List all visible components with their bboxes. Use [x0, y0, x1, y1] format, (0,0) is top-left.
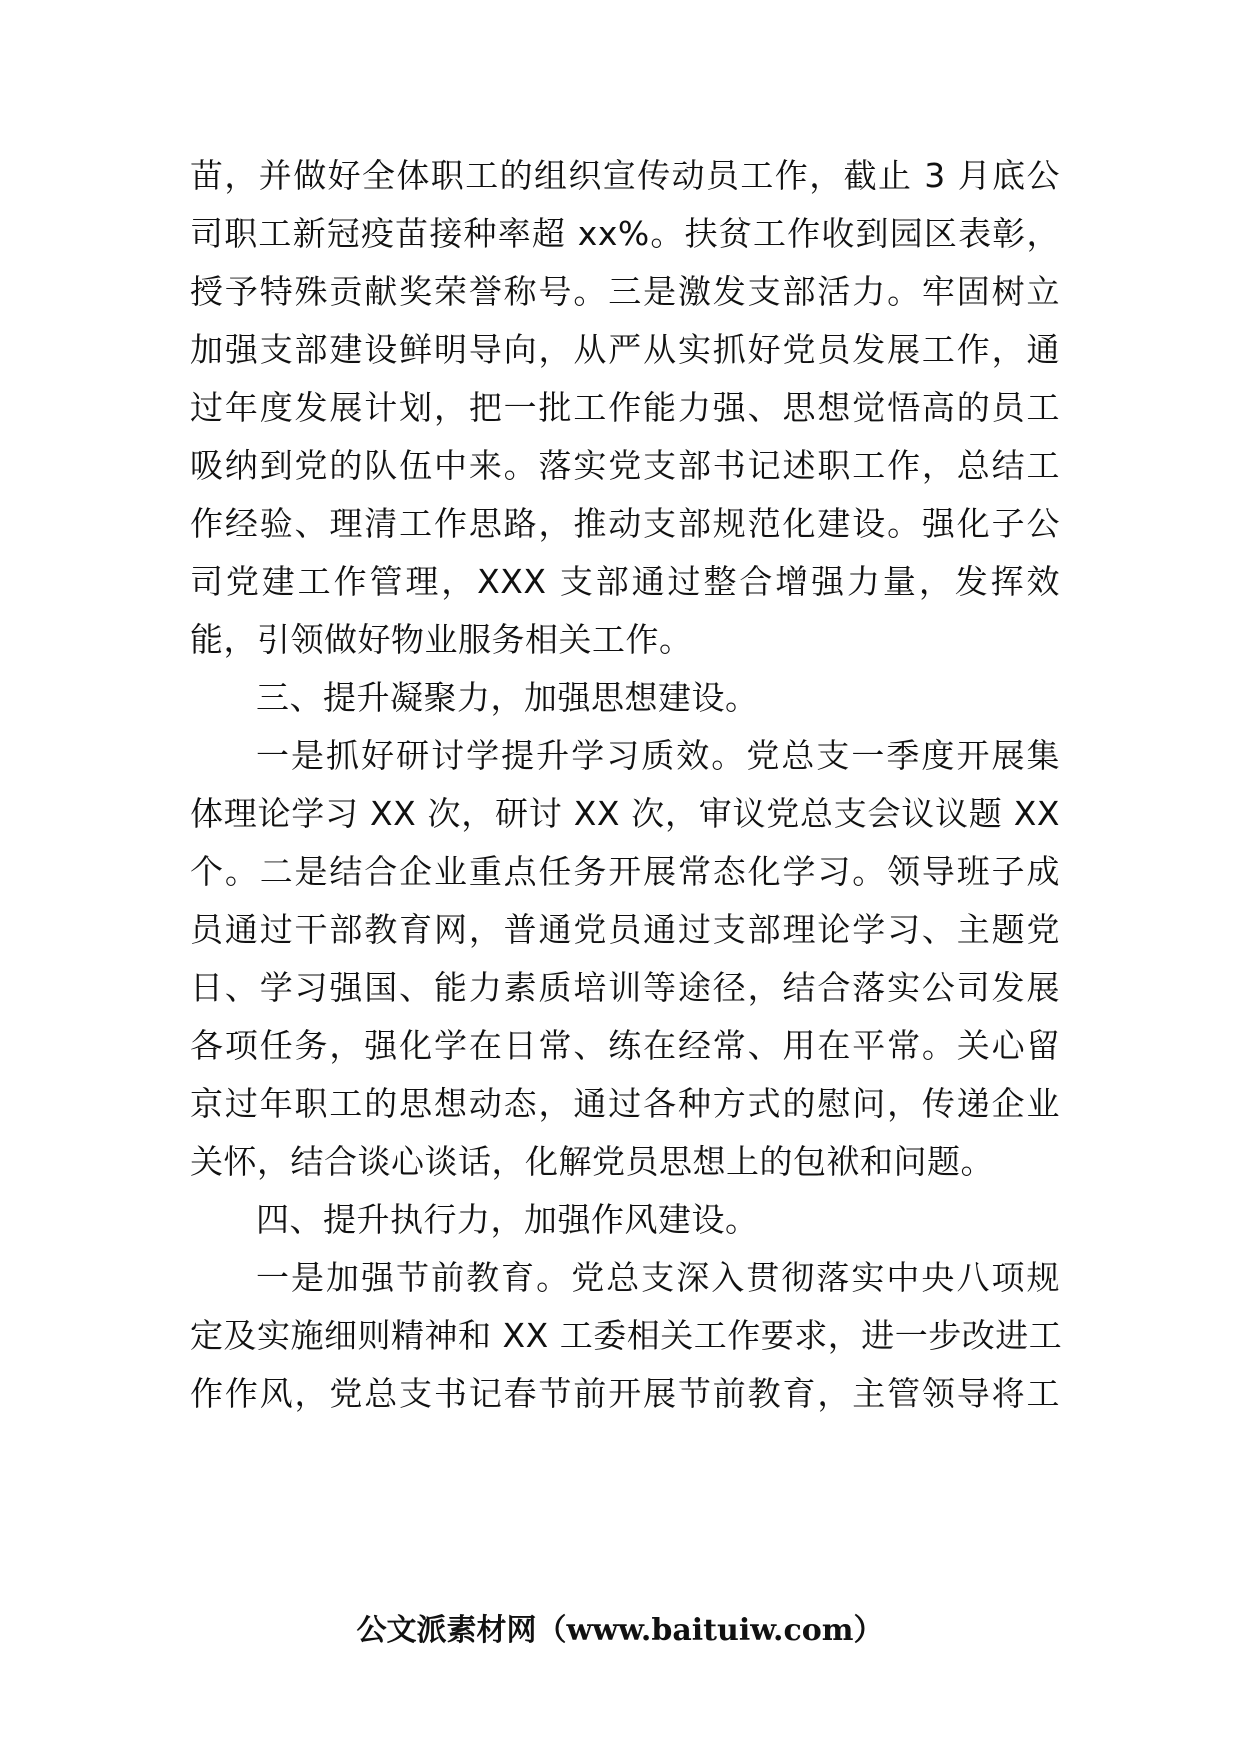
body-line: 各项任务，强化学在日常、练在经常、用在平常。关心留: [190, 1026, 1060, 1065]
body-line: 作经验、理清工作思路，推动支部规范化建设。强化子公: [190, 504, 1060, 543]
body-line: 日、学习强国、能力素质培训等途径，结合落实公司发展: [190, 968, 1060, 1007]
body-line: 员通过干部教育网，普通党员通过支部理论学习、主题党: [190, 910, 1060, 949]
paragraph-first-line: 一是加强节前教育。党总支深入贯彻落实中央八项规: [256, 1258, 1060, 1297]
body-line: 作作风，党总支书记春节前开展节前教育，主管领导将工: [190, 1374, 1060, 1413]
section-heading: 三、提升凝聚力，加强思想建设。: [256, 678, 759, 717]
body-line: 授予特殊贡献奖荣誉称号。三是激发支部活力。牢固树立: [190, 272, 1060, 311]
body-line: 京过年职工的思想动态，通过各种方式的慰问，传递企业: [190, 1084, 1060, 1123]
body-line: 加强支部建设鲜明导向，从严从实抓好党员发展工作，通: [190, 330, 1060, 369]
paragraph-first-line: 一是抓好研讨学提升学习质效。党总支一季度开展集: [256, 736, 1060, 775]
body-line: 能，引领做好物业服务相关工作。: [190, 620, 693, 659]
body-line: 体理论学习 XX 次，研讨 XX 次，审议党总支会议议题 XX: [190, 794, 1060, 833]
footer-source: 公文派素材网（www.baituiw.com）: [356, 1613, 884, 1648]
body-line: 关怀，结合谈心谈话，化解党员思想上的包袱和问题。: [190, 1142, 994, 1181]
body-line: 司党建工作管理，XXX 支部通过整合增强力量，发挥效: [190, 562, 1060, 601]
section-heading: 四、提升执行力，加强作风建设。: [256, 1200, 759, 1239]
body-line: 司职工新冠疫苗接种率超 xx%。扶贫工作收到园区表彰，: [190, 214, 1060, 253]
body-line: 苗，并做好全体职工的组织宣传动员工作，截止 3 月底公: [190, 156, 1060, 195]
body-line: 过年度发展计划，把一批工作能力强、思想觉悟高的员工: [190, 388, 1060, 427]
body-line: 定及实施细则精神和 XX 工委相关工作要求，进一步改进工: [190, 1316, 1063, 1355]
body-line: 个。二是结合企业重点任务开展常态化学习。领导班子成: [190, 852, 1060, 891]
body-line: 吸纳到党的队伍中来。落实党支部书记述职工作，总结工: [190, 446, 1060, 485]
